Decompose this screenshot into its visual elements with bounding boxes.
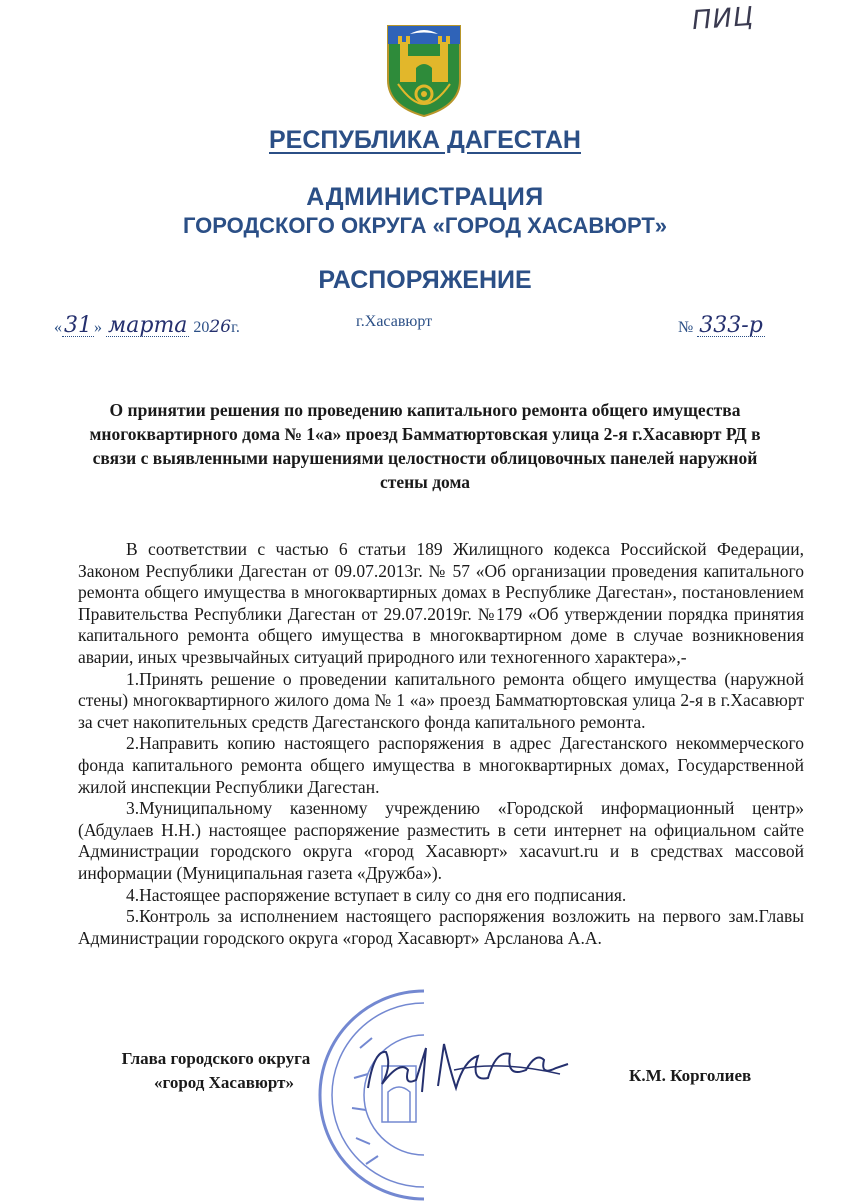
date-day: 31 — [64, 313, 92, 338]
preamble-paragraph: В соответствии с частью 6 статьи 189 Жилищного кодекса Российской Федерации, Законом Республики Дагестан от 09.07.2013г. № 57 «Об организации проведения капитального ремонта общего имущества в многоквартирных домах в Республике Дагестан», постановлением Правительства Республики Дагестан от 29.07.2019г. №179 «Об утверждении порядка принятия капитального ремонта общего имущества в многоквартирном доме в случае возникновения аварии, иных чрезвычайных ситуаций природного или техногенного характера»,- — [78, 539, 804, 667]
document-date — [54, 313, 240, 338]
signatory-title-line2: «город Хасавюрт» — [154, 1073, 294, 1092]
number-value: 333-р — [699, 313, 763, 338]
handwritten-signature-icon — [360, 1030, 575, 1110]
document-subject: О принятии решения по проведению капитального ремонта общего имущества многоквартирного дома № 1«а» проезд Бамматюртовская улица 2-я г.Хасавюрт РД в связи с выявленными нарушениями целостности облицовочных панелей наружной стены дома — [89, 400, 761, 492]
date-close-quote: » — [94, 319, 102, 336]
clause-paragraph-4: 4.Настоящее распоряжение вступает в силу со дня его подписания. — [126, 884, 627, 905]
signatory-title-line1: Глава городского округа — [121, 1049, 311, 1068]
republic-title: РЕСПУБЛИКА ДАГЕСТАН — [269, 126, 581, 154]
document-type-title: РАСПОРЯЖЕНИЕ — [318, 266, 532, 294]
date-year-prefix: 20 — [193, 319, 210, 336]
date-year-label: г. — [231, 319, 240, 336]
signatory-name: К.М. Корголиев — [629, 1066, 752, 1085]
number-label: № — [678, 319, 694, 336]
date-open-quote: « — [54, 319, 62, 336]
handwritten-mark: ПИЦ — [691, 1, 756, 37]
document-city: г.Хасавюрт — [356, 313, 433, 330]
administration-subtitle: ГОРОДСКОГО ОКРУГА «ГОРОД ХАСАВЮРТ» — [182, 213, 668, 238]
document-body — [78, 539, 804, 949]
date-year-suffix: 26 — [209, 317, 232, 337]
clause-paragraph-3: 3.Муниципальному казенному учреждению «Городской информационный центр» (Абдулаев Н.Н.) настоящее распоряжение разместить в сети интернет на официальном сайте Администрации городского округа «город Хасавюрт» xacavurt.ru и в средствах массовой информации (Муниципальная газета «Дружба»). — [78, 798, 804, 883]
signatory-title — [98, 1047, 334, 1095]
coat-of-arms-icon — [384, 22, 464, 118]
clause-paragraph-2: 2.Направить копию настоящего распоряжения в адрес Дагестанского некоммерческого фонда капитального ремонта общего имущества в многоквартирных домах, Государственной жилой инспекции Республики Дагестан. — [78, 733, 804, 797]
clause-paragraph-5: 5.Контроль за исполнением настоящего распоряжения возложить на первого зам.Главы Администрации городского округа «город Хасавюрт» Арсланова А.А. — [78, 906, 804, 948]
administration-title: АДМИНИСТРАЦИЯ — [306, 183, 544, 211]
date-month: марта — [108, 313, 188, 338]
document-number — [678, 313, 765, 338]
clause-paragraph-1: 1.Принять решение о проведении капитального ремонта общего имущества (наружной стены) многоквартирного жилого дома № 1 «а» проезд Бамматюртовская улица 2-я в г.Хасавюрт за счет накопительных средств Дагестанского фонда капитального ремонта. — [78, 668, 804, 732]
